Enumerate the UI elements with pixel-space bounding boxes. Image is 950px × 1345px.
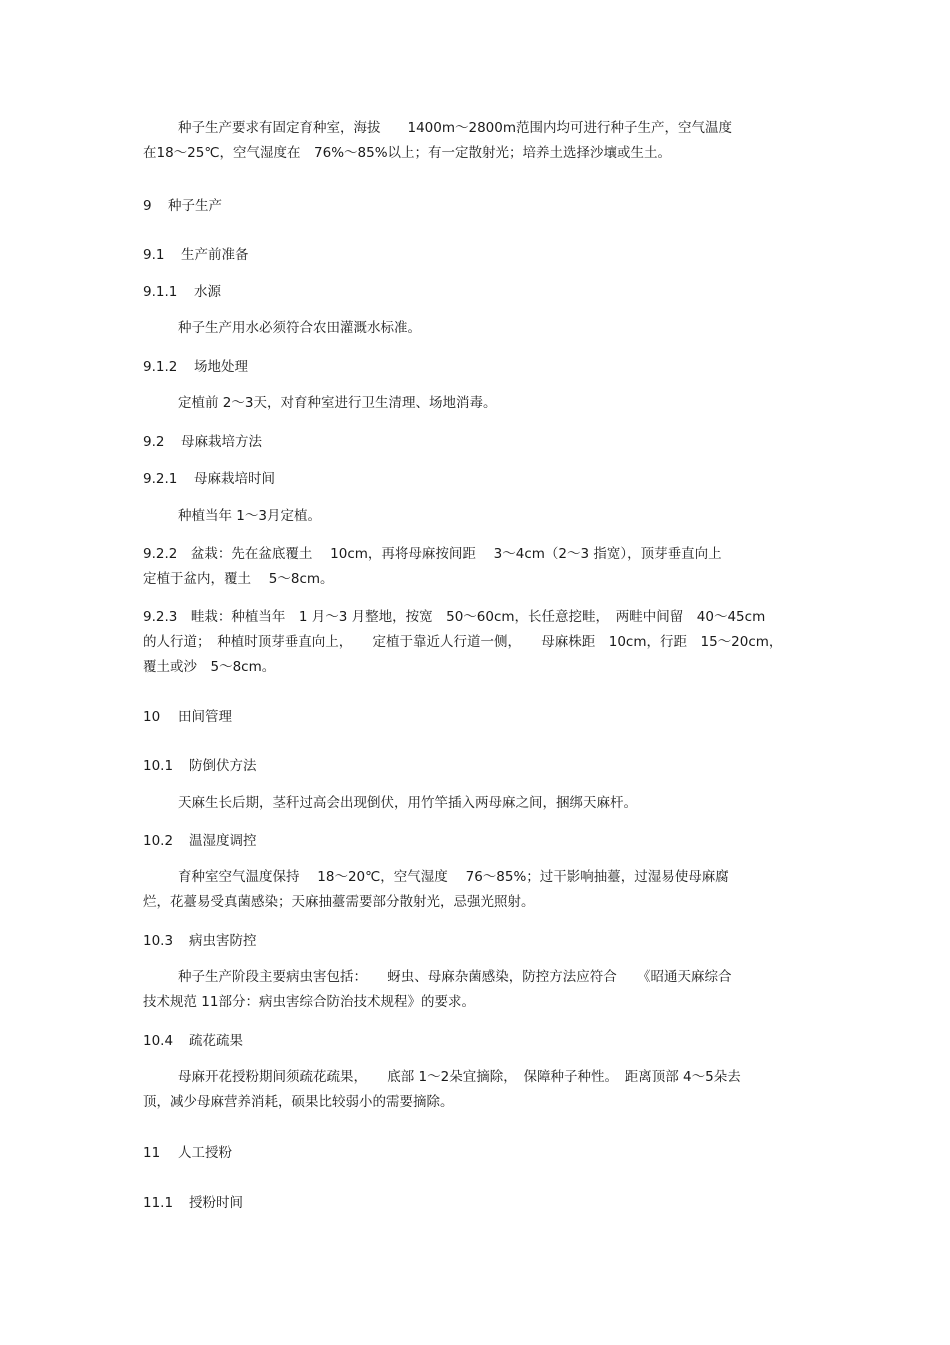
section-10-2-heading bbox=[143, 829, 813, 854]
section-number: 10.1 bbox=[143, 758, 174, 774]
paragraph-10-2 bbox=[143, 865, 813, 915]
section-number: 9.1.1 bbox=[143, 284, 178, 300]
intro-paragraph bbox=[143, 116, 848, 166]
section-title: 人工授粉 bbox=[178, 1145, 232, 1161]
section-9-2-heading bbox=[143, 430, 813, 455]
section-9-1-1-heading bbox=[143, 280, 813, 305]
section-9-2-2-line-2: 定植于盆内，覆土 5～8cm。 bbox=[143, 571, 334, 587]
section-9-2-3-line-3: 覆土或沙 5～8cm。 bbox=[143, 659, 276, 675]
section-number: 9.2 bbox=[143, 434, 165, 450]
section-title: 防倒伏方法 bbox=[189, 758, 257, 774]
paragraph-10-3-line-2: 技术规范 11部分：病虫害综合防治技术规程》的要求。 bbox=[143, 994, 475, 1010]
section-9-heading bbox=[143, 194, 813, 219]
paragraph-10-2-line-1: 育种室空气温度保持 18～20℃，空气湿度 76～85%；过干影响抽薹，过湿易使母麻腐 bbox=[178, 869, 729, 885]
section-10-1-heading bbox=[143, 754, 813, 779]
section-number: 10 bbox=[143, 709, 161, 725]
section-9-2-3-line-2: 的人行道； 种植时顶芽垂直向上， 定植于靠近人行道一侧， 母麻株距 10cm，行距 15～20cm， bbox=[143, 634, 783, 650]
section-number: 11.1 bbox=[143, 1195, 174, 1211]
section-title: 水源 bbox=[194, 284, 221, 300]
section-9-2-2-line-1: 9.2.2 盆栽：先在盆底覆土 10cm，再将母麻按间距 3～4cm（2～3 指宽），顶芽垂直向上 bbox=[143, 546, 722, 562]
paragraph-9-1-2: 定植前 2～3天，对育种室进行卫生清理、场地消毒。 bbox=[178, 395, 497, 411]
intro-line-2: 在18～25℃，空气湿度在 76%～85%以上；有一定散射光；培养土选择沙壤或生土。 bbox=[143, 145, 672, 161]
section-title: 疏花疏果 bbox=[189, 1033, 243, 1049]
paragraph-10-3-line-1: 种子生产阶段主要病虫害包括： 蚜虫、母麻杂菌感染，防控方法应符合 《昭通天麻综合 bbox=[178, 969, 732, 985]
section-10-heading bbox=[143, 705, 813, 730]
paragraph-10-2-line-2: 烂，花薹易受真菌感染；天麻抽薹需要部分散射光，忌强光照射。 bbox=[143, 894, 535, 910]
section-9-2-1-heading bbox=[143, 467, 813, 492]
section-title: 场地处理 bbox=[194, 359, 248, 375]
paragraph-10-3 bbox=[143, 965, 813, 1015]
section-title: 母麻栽培时间 bbox=[194, 471, 275, 487]
section-11-1-heading bbox=[143, 1191, 813, 1216]
section-title: 种子生产 bbox=[168, 198, 222, 214]
paragraph-10-1: 天麻生长后期，茎秆过高会出现倒伏，用竹竿插入两母麻之间，捆绑天麻杆。 bbox=[178, 795, 637, 811]
section-title: 病虫害防控 bbox=[189, 933, 257, 949]
section-9-2-2 bbox=[143, 542, 813, 592]
section-number: 10.2 bbox=[143, 833, 174, 849]
section-9-2-3 bbox=[143, 605, 813, 680]
paragraph-9-2-1: 种植当年 1～3月定植。 bbox=[178, 508, 321, 524]
section-11-heading bbox=[143, 1141, 813, 1166]
section-number: 9.1 bbox=[143, 247, 165, 263]
section-9-1-heading bbox=[143, 243, 813, 268]
section-number: 9.2.1 bbox=[143, 471, 178, 487]
section-title: 生产前准备 bbox=[181, 247, 249, 263]
section-title: 授粉时间 bbox=[189, 1195, 243, 1211]
section-10-3-heading bbox=[143, 929, 813, 954]
paragraph-10-4-line-1: 母麻开花授粉期间须疏花疏果， 底部 1～2朵宜摘除， 保障种子种性。 距离顶部 4～5朵去 bbox=[178, 1069, 741, 1085]
paragraph-9-1-1: 种子生产用水必须符合农田灌溉水标准。 bbox=[178, 320, 421, 336]
section-title: 温湿度调控 bbox=[189, 833, 257, 849]
section-title: 田间管理 bbox=[178, 709, 232, 725]
section-number: 11 bbox=[143, 1145, 161, 1161]
section-number: 10.3 bbox=[143, 933, 174, 949]
section-number: 10.4 bbox=[143, 1033, 174, 1049]
section-number: 9.1.2 bbox=[143, 359, 178, 375]
section-9-2-3-line-1: 9.2.3 畦栽：种植当年 1 月～3 月整地，按宽 50～60cm，长任意挖畦， 两畦中间留 40～45cm bbox=[143, 609, 766, 625]
section-number: 9 bbox=[143, 198, 152, 214]
section-title: 母麻栽培方法 bbox=[181, 434, 262, 450]
section-9-1-2-heading bbox=[143, 355, 813, 380]
intro-line-1: 种子生产要求有固定育种室，海拔 1400m～2800m范围内均可进行种子生产，空气温度 bbox=[178, 120, 733, 136]
section-10-4-heading bbox=[143, 1029, 813, 1054]
paragraph-10-4-line-2: 顶，减少母麻营养消耗，硕果比较弱小的需要摘除。 bbox=[143, 1094, 454, 1110]
paragraph-10-4 bbox=[143, 1065, 813, 1115]
